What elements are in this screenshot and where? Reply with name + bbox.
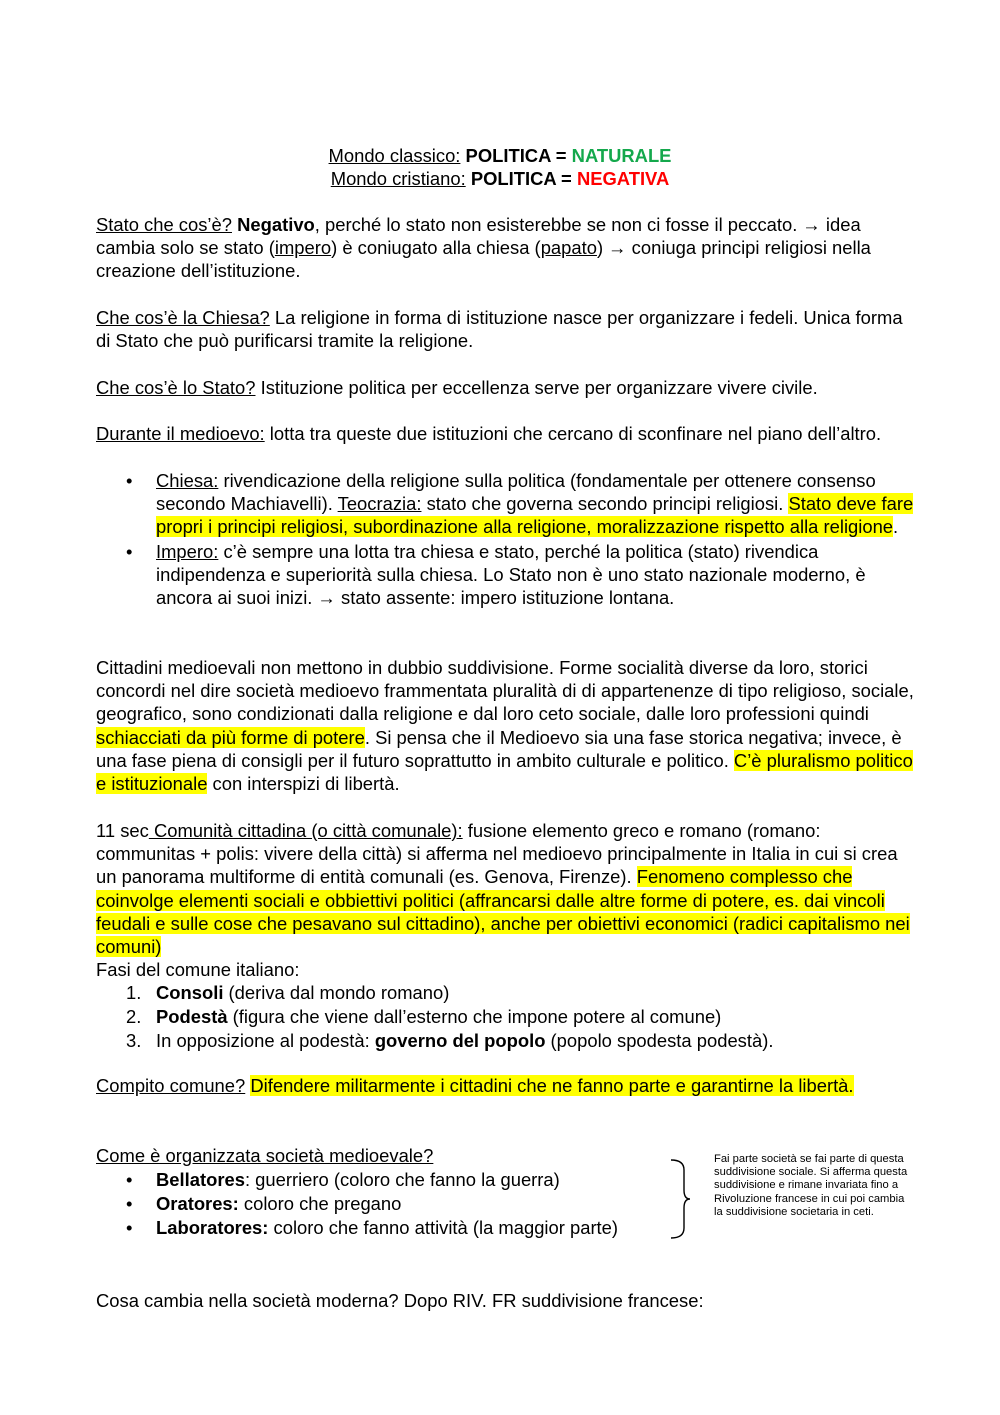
- text: lotta tra queste due istituzioni che cercano di sconfinare nel piano dell’altro.: [264, 423, 882, 444]
- underlined-comunita: Comunità cittadina (o città comunale):: [148, 820, 463, 841]
- curly-brace-icon: [668, 1158, 694, 1240]
- text: c’è sempre una lotta tra chiesa e stato, perché la politica (stato) rivendica indipendenza e superiorità sulla chiesa. Lo Stato non è uno stato nazionale moderno, è ancora ai suoi inizi. → stato assente: impero istituzione lontana.: [156, 540, 866, 609]
- underlined-impero: impero: [274, 237, 332, 259]
- highlight-stato-principi: Stato deve fare propri i principi religiosi, subordinazione alla religione, moralizzazione rispetto alla religione: [156, 493, 914, 538]
- bold-oratores: Oratores:: [156, 1193, 239, 1215]
- underlined-teocrazia: Teocrazia:: [337, 493, 422, 515]
- header-line-1: [0, 144, 1000, 167]
- highlight-pluralismo: C’è pluralismo politico e istituzionale: [96, 749, 913, 795]
- text: , perché lo stato non esisterebbe se non ci fosse il peccato. → idea cambia solo se stato (: [96, 214, 861, 259]
- header-politica-2: POLITICA =: [470, 168, 572, 189]
- bold-laboratores: Laboratores:: [156, 1217, 269, 1239]
- text: : guerriero (coloro che fanno la guerra): [244, 1169, 560, 1190]
- bullet-icon: •: [126, 540, 133, 562]
- header-politica-1: POLITICA =: [465, 145, 567, 166]
- fasi-heading: Fasi del comune italiano:: [96, 959, 300, 981]
- paragraph-cittadini: [96, 656, 916, 795]
- list-item-laboratores: [96, 1216, 696, 1239]
- question-medioevo: Durante il medioevo:: [96, 423, 265, 444]
- text: .: [893, 516, 899, 538]
- bold-governo-popolo: governo del popolo: [374, 1030, 546, 1052]
- bullet-icon: •: [126, 470, 133, 491]
- text: . Si pensa che il Medioevo sia una fase storica negativa; invece, è una fase piena di consigli per il futuro soprattutto in ambito culturale e politico.: [96, 726, 902, 771]
- underlined-impero-item: Impero:: [156, 540, 219, 562]
- list-item-impero: [96, 540, 916, 610]
- text: Istituzione politica per eccellenza serve per organizzare vivere civile.: [255, 377, 818, 398]
- text: (figura che viene dall’esterno che impone potere al comune): [227, 1006, 722, 1028]
- paragraph-compito: [96, 1074, 916, 1097]
- bullet-icon: •: [126, 1193, 133, 1215]
- paragraph-stato: [96, 213, 916, 283]
- question-lo-stato: Che cos’è lo Stato?: [96, 377, 256, 398]
- question-chiesa: Che cos’è la Chiesa?: [96, 307, 270, 328]
- header-value-naturale: NATURALE: [571, 145, 672, 166]
- list-number: 2.: [126, 1006, 142, 1028]
- bold-podesta: Podestà: [156, 1006, 228, 1028]
- paragraph-chiesa: [96, 306, 916, 352]
- list-number: 1.: [126, 982, 142, 1003]
- text: con interspizi di libertà.: [207, 773, 400, 795]
- bold-consoli: Consoli: [156, 982, 224, 1003]
- bullet-icon: •: [126, 1169, 133, 1190]
- list-item-chiesa: [96, 469, 916, 539]
- side-note: Fai parte società se fai parte di questa suddivisione sociale. Si afferma questa suddivisione e rimane invariata fino a Rivoluzione francese in cui poi cambia la suddivisione societaria in ceti.: [714, 1153, 908, 1218]
- bullet-icon: •: [126, 1217, 133, 1239]
- text: 11 sec: [96, 820, 149, 841]
- text: coloro che pregano: [238, 1193, 402, 1215]
- question-stato: Stato che cos’è?: [96, 214, 232, 235]
- paragraph-lo-stato: [96, 376, 916, 399]
- bullet-list-ceti: [96, 1168, 696, 1240]
- underlined-papato: papato: [540, 237, 597, 259]
- list-number: 3.: [126, 1030, 142, 1052]
- text: In opposizione al podestà:: [156, 1030, 375, 1052]
- highlight-fenomeno: Fenomeno complesso che coinvolge elementi sociali e obbiettivi politici (affrancarsi dalle altre forme di potere, es. dai vincoli feudali e sulle cose che pesavano sul cittadino), anche per obiettivi economici (radici capitalismo nei comuni): [96, 866, 910, 958]
- list-item-bellatores: [96, 1168, 696, 1191]
- question-organizzazione: Come è organizzata società medioevale?: [96, 1145, 434, 1166]
- text: ) è coniugato alla chiesa (: [331, 237, 541, 259]
- text: ) → coniuga principi religiosi nella creazione dell’istituzione.: [96, 237, 871, 282]
- paragraph-societa-moderna: [96, 1289, 916, 1312]
- bold-bellatores: Bellatores: [156, 1169, 245, 1190]
- list-item-oratores: [96, 1192, 696, 1215]
- list-item-podesta: [96, 1005, 916, 1028]
- text: (deriva dal mondo romano): [223, 982, 450, 1003]
- text: fusione elemento greco e romano (romano: communitas + polis: vivere della città) si afferma nel medioevo principalmente in Italia in cui si crea un panorama multiforme di entità comunali (es. Genova, Firenze).: [96, 820, 898, 888]
- underlined-chiesa: Chiesa:: [156, 470, 219, 491]
- header-label-classico: Mondo classico:: [328, 145, 461, 166]
- list-item-governo-popolo: [96, 1029, 916, 1052]
- text: stato che governa secondo principi religiosi.: [421, 493, 789, 515]
- header-value-negativa: NEGATIVA: [576, 168, 670, 189]
- list-item-consoli: [96, 981, 916, 1004]
- bold-negativo: Negativo: [237, 214, 315, 235]
- text: Cosa cambia nella società moderna? Dopo RIV. FR suddivisione francese:: [96, 1290, 704, 1311]
- numbered-list-fasi: [96, 981, 916, 1053]
- text: (popolo spodesta podestà).: [545, 1030, 774, 1052]
- header-line-2: [0, 167, 1000, 190]
- paragraph-medioevo: [96, 422, 916, 445]
- text: rivendicazione della religione sulla politica (fondamentale per ottenere consenso secondo Machiavelli).: [156, 470, 876, 515]
- text: Cittadini medioevali non mettono in dubbio suddivisione. Forme socialità diverse da loro, storici concordi nel dire società medioevo frammentata pluralità di di appartenenze di tipo religioso, sociale, geografico, sono condizionati dalla religione e dal loro ceto sociale, dalle loro professioni quindi: [96, 657, 914, 725]
- bullet-list-istituzioni: [96, 469, 916, 609]
- header-label-cristiano: Mondo cristiano:: [330, 168, 466, 189]
- text: La religione in forma di istituzione nasce per organizzare i fedeli. Unica forma di Stato che può purificarsi tramite la religione.: [96, 307, 903, 352]
- paragraph-comunita: [96, 819, 916, 981]
- question-compito: Compito comune?: [96, 1075, 246, 1096]
- highlight-difendere: Difendere militarmente i cittadini che ne fanno parte e garantirne la libertà.: [250, 1075, 854, 1096]
- highlight-schiacciati: schiacciati da più forme di potere: [96, 726, 365, 748]
- text: coloro che fanno attività (la maggior parte): [268, 1217, 619, 1239]
